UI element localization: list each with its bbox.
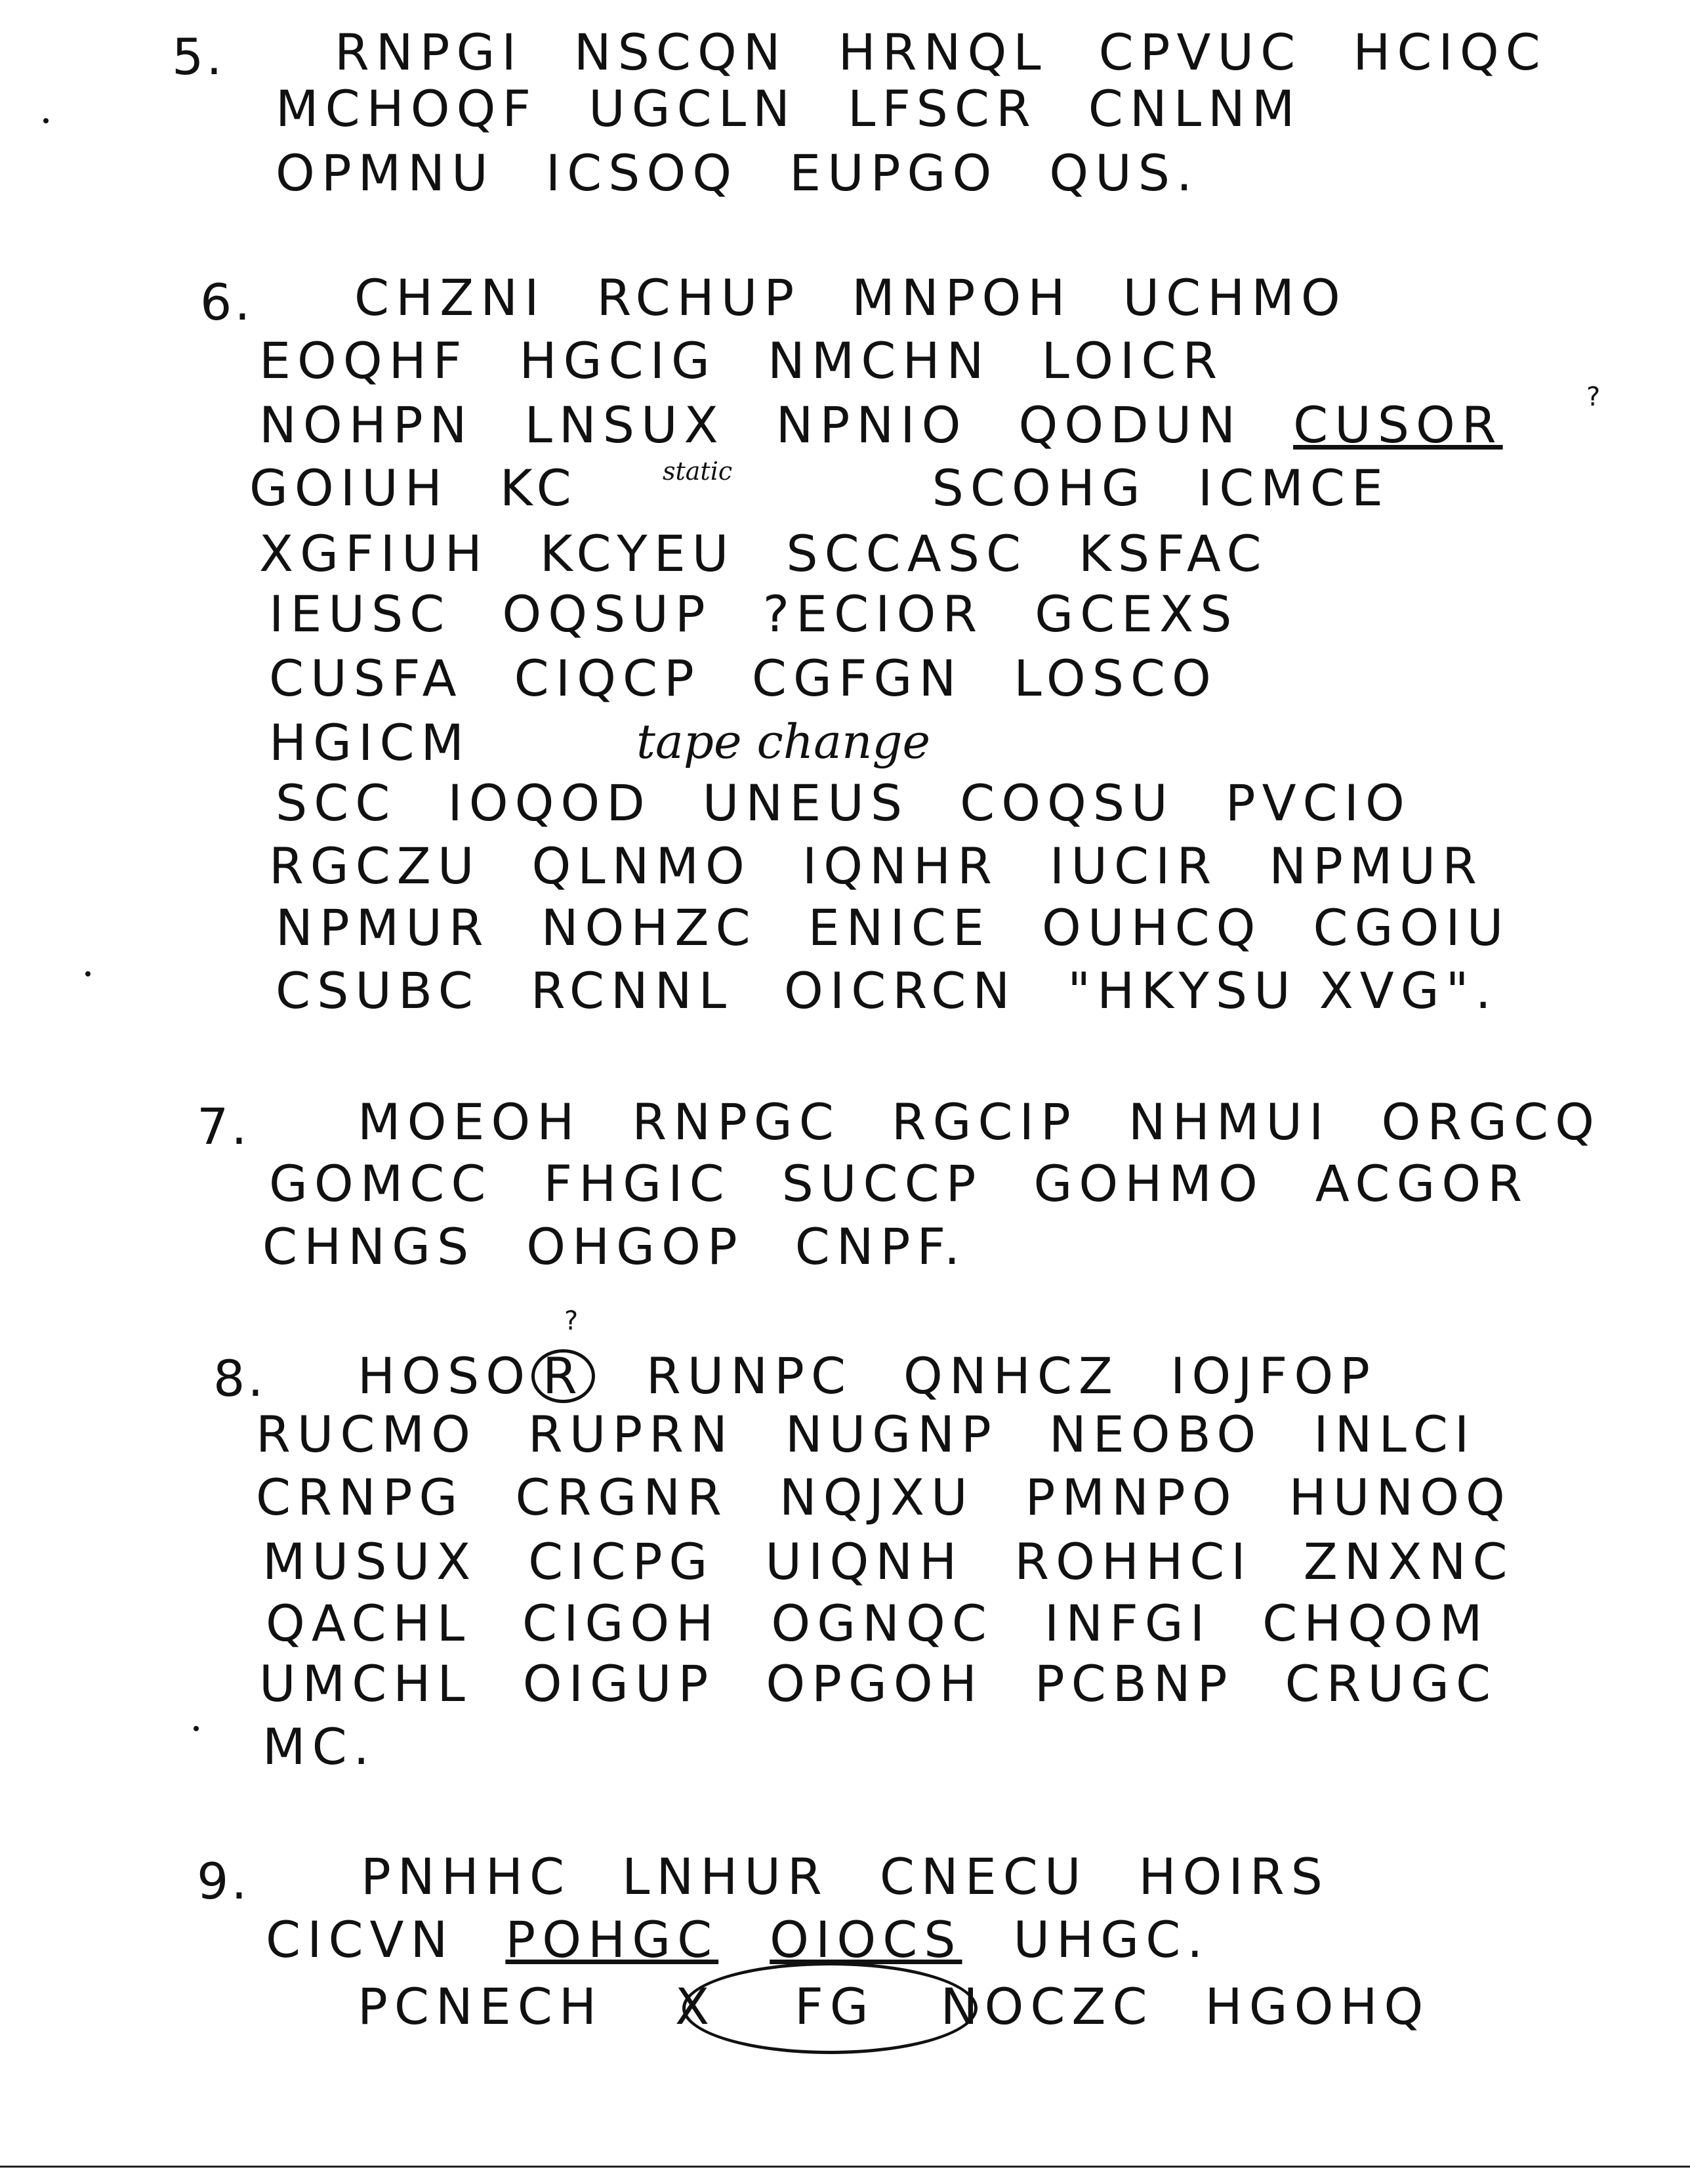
code-group: SCC — [276, 774, 397, 832]
code-group: CUSOR — [1293, 396, 1503, 454]
code-group: ?ECIOR — [762, 585, 984, 643]
code-group: QUS. — [1049, 144, 1199, 202]
code-group: FG — [794, 1977, 875, 2036]
code-group: NOHPN — [259, 396, 474, 454]
code-group: HGICM — [269, 713, 471, 772]
code-group: OICRCN — [783, 961, 1017, 1020]
code-group: HCIQC — [1353, 23, 1547, 81]
code-group: RNPGC — [632, 1093, 840, 1151]
section-number: 5. — [172, 28, 225, 86]
code-group: OQSUP — [502, 585, 712, 643]
code-group: "HKYSU — [1067, 961, 1297, 1020]
code-line — [354, 268, 1398, 327]
code-group: NHMUI — [1128, 1093, 1330, 1151]
code-group: OUHCQ — [1042, 898, 1262, 957]
code-group: CGFGN — [751, 649, 963, 707]
code-group: OGNQC — [771, 1594, 993, 1652]
section-number: 8. — [213, 1349, 266, 1408]
code-group: LNSUX — [524, 396, 725, 454]
code-group: CRUGC — [1285, 1654, 1498, 1713]
code-group: QNHCZ — [903, 1347, 1119, 1405]
code-group: PNHHC — [361, 1847, 571, 1906]
code-line — [358, 1093, 1652, 1151]
code-group: RGCZU — [269, 837, 481, 895]
code-group: ICSOQ — [545, 144, 739, 202]
code-group: GOIUH — [249, 459, 449, 517]
code-group: NOHZC — [541, 898, 757, 957]
code-group: OIGUP — [522, 1654, 715, 1713]
code-group: CRGNR — [515, 1468, 728, 1526]
code-line — [262, 1532, 1565, 1591]
code-group: SCCASC — [786, 524, 1028, 583]
code-line — [276, 79, 1352, 138]
code-line — [262, 1217, 1018, 1276]
code-line — [259, 396, 1503, 454]
code-group: CNPF. — [794, 1217, 967, 1276]
code-group: RCHUP — [596, 268, 801, 327]
code-group: NPNIO — [775, 396, 968, 454]
code-group: RUNPC — [646, 1347, 853, 1405]
code-line — [256, 1405, 1527, 1463]
code-group: CHZNI — [354, 268, 546, 327]
code-group: CSUBC — [276, 961, 480, 1020]
code-group: IQNHR — [802, 837, 999, 895]
code-group: UNEUS — [702, 774, 909, 832]
code-group: POHGC — [505, 1910, 719, 1969]
code-group: HGCIG — [519, 331, 716, 390]
code-line — [335, 23, 1598, 81]
code-line — [259, 1654, 1548, 1713]
code-group: PVCIO — [1225, 774, 1411, 832]
code-line — [276, 774, 1462, 832]
code-group: IEUSC — [269, 585, 451, 643]
code-group: NQJXU — [779, 1468, 974, 1526]
code-group: NSCQN — [573, 23, 787, 81]
margin-note-static: static — [663, 457, 733, 486]
code-group: CRNPG — [256, 1468, 464, 1526]
code-group: SUCCP — [781, 1154, 983, 1213]
code-line — [259, 524, 1319, 583]
code-group: IOQOD — [447, 774, 651, 832]
code-group: QODUN — [1018, 396, 1243, 454]
code-group: NPMUR — [1269, 837, 1483, 895]
code-group: CUSFA — [269, 649, 463, 707]
code-group: OPGOH — [766, 1654, 983, 1713]
code-group: UIQNH — [765, 1532, 964, 1591]
code-line — [269, 649, 1269, 707]
code-line — [262, 1717, 427, 1776]
code-group: IUCIR — [1049, 837, 1218, 895]
code-line — [249, 459, 1441, 517]
code-line — [269, 837, 1535, 895]
code-group: RCNNL — [530, 961, 733, 1020]
code-group: CNECU — [879, 1847, 1088, 1906]
code-group: PCNECH — [358, 1977, 603, 2036]
code-group: INLCI — [1313, 1405, 1476, 1463]
stray-dot — [43, 118, 49, 123]
code-group: ACGOR — [1315, 1154, 1529, 1213]
circled-letter: R — [531, 1349, 595, 1403]
code-group: MUSUX — [262, 1532, 478, 1591]
code-line — [266, 1910, 1260, 1969]
code-line — [361, 1847, 1380, 1906]
code-group: ICMCE — [1197, 459, 1390, 517]
code-group: GOMCC — [269, 1154, 493, 1213]
code-group: CHNGS — [262, 1217, 476, 1276]
code-group: QLNMO — [531, 837, 751, 895]
code-group: LNHUR — [622, 1847, 829, 1906]
code-group: RGCIP — [891, 1093, 1077, 1151]
query-mark: ? — [564, 1306, 579, 1336]
circled-annotation — [682, 1962, 978, 2054]
section-number: 7. — [197, 1097, 250, 1156]
code-group: CIQCP — [514, 649, 701, 707]
code-group-prefix: HOSO — [358, 1347, 532, 1405]
code-group: QACHL — [266, 1594, 472, 1652]
code-group: MCHOQF — [276, 79, 538, 138]
code-group: XGFIUH — [259, 524, 489, 583]
code-group: ROHHCI — [1014, 1532, 1252, 1591]
code-line — [276, 898, 1561, 957]
code-group: MC. — [262, 1717, 376, 1776]
code-line — [259, 331, 1275, 390]
code-group: HUNOQ — [1288, 1468, 1512, 1526]
code-group: UGCLN — [588, 79, 796, 138]
code-group: RUPRN — [527, 1405, 734, 1463]
code-group: SCOHG — [932, 459, 1147, 517]
code-group: KC — [499, 459, 578, 517]
query-mark: ? — [1586, 382, 1601, 412]
code-group: RNPGI — [335, 23, 523, 81]
code-line — [266, 1594, 1540, 1652]
code-group: UCHMO — [1123, 268, 1347, 327]
code-group: NUGNP — [785, 1405, 998, 1463]
code-group: IOJFOP — [1170, 1347, 1376, 1405]
code-group: PMNPO — [1025, 1468, 1238, 1526]
code-group: KCYEU — [539, 524, 735, 583]
page-edge-line — [0, 2166, 1690, 2168]
code-group: RUCMO — [256, 1405, 477, 1463]
code-group: LFSCR — [847, 79, 1037, 138]
code-group: NEOBO — [1048, 1405, 1263, 1463]
code-group: CICPG — [528, 1532, 714, 1591]
code-group: ZNXNC — [1303, 1532, 1514, 1591]
code-group: MOEOH — [358, 1093, 581, 1151]
code-group: GOHMO — [1033, 1154, 1264, 1213]
code-group: COQSU — [960, 774, 1174, 832]
code-group: INFGI — [1044, 1594, 1212, 1652]
code-group: OPMNU — [276, 144, 495, 202]
code-line — [269, 585, 1289, 643]
section-number: 9. — [197, 1852, 250, 1910]
code-group: EUPGO — [789, 144, 999, 202]
code-group: CHQOM — [1262, 1594, 1489, 1652]
code-group: CGOIU — [1313, 898, 1510, 957]
code-group: HGOHQ — [1205, 1977, 1430, 2036]
code-line — [276, 144, 1250, 202]
code-group: MNPOH — [852, 268, 1072, 327]
code-group: CICVN — [266, 1910, 455, 1969]
code-group: CNLNM — [1088, 79, 1302, 138]
code-group: XVG". — [1319, 961, 1498, 1020]
code-group: ENICE — [808, 898, 991, 957]
code-group: PCBNP — [1034, 1654, 1234, 1713]
code-line — [269, 1154, 1580, 1213]
code-line — [269, 713, 522, 772]
code-group: KSFAC — [1079, 524, 1268, 583]
code-group: LOICR — [1041, 331, 1224, 390]
code-group: EOQHF — [259, 331, 468, 390]
code-line — [276, 961, 1549, 1020]
code-group: NPMUR — [276, 898, 490, 957]
code-group: CPVUC — [1098, 23, 1302, 81]
code-group: HRNQL — [838, 23, 1048, 81]
code-group: OHGOP — [526, 1217, 744, 1276]
code-group: ORGCQ — [1381, 1093, 1601, 1151]
code-group: FHGIC — [543, 1154, 731, 1213]
code-line — [358, 1349, 1428, 1403]
code-group: OIOCS — [770, 1910, 962, 1969]
code-group: UMCHL — [259, 1654, 472, 1713]
stray-dot — [85, 971, 91, 976]
margin-note-tape-change: tape change — [636, 714, 931, 769]
code-group: NOCZC — [940, 1977, 1154, 2036]
code-group: CIGOH — [522, 1594, 720, 1652]
code-line — [256, 1468, 1563, 1526]
code-group: GCEXS — [1035, 585, 1239, 643]
code-group: X — [674, 1977, 716, 2036]
section-number: 6. — [200, 273, 253, 331]
stray-dot — [194, 1726, 199, 1731]
code-group: HOIRS — [1138, 1847, 1329, 1906]
code-group: UHGC. — [1013, 1910, 1210, 1969]
code-group: LOSCO — [1014, 649, 1218, 707]
code-group: NMCHN — [767, 331, 991, 390]
